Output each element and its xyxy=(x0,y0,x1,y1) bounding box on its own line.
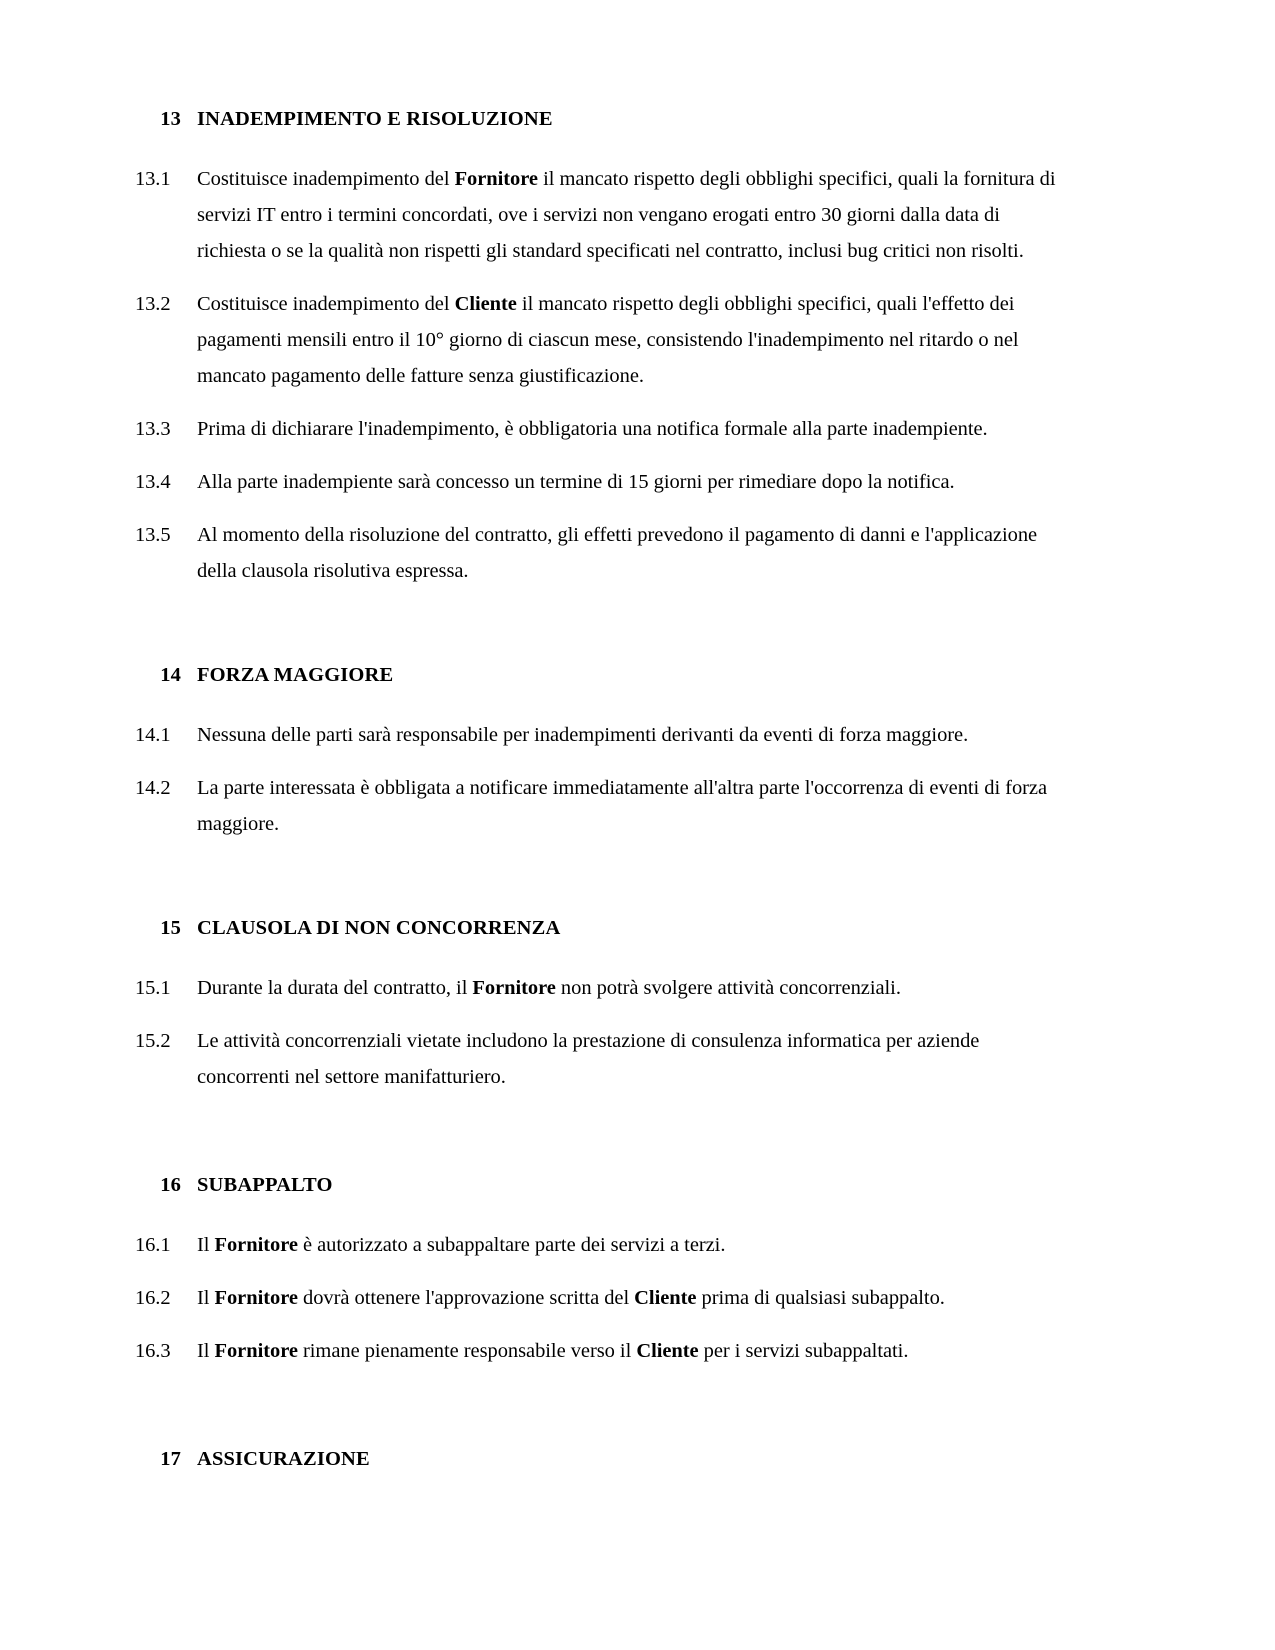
clause-text xyxy=(197,464,1060,500)
clause-text xyxy=(197,970,1060,1006)
section-title: CLAUSOLA DI NON CONCORRENZA xyxy=(197,917,561,939)
clause-13.3 xyxy=(135,411,1060,447)
section-spacer xyxy=(135,859,1060,913)
defined-term: Cliente xyxy=(454,293,517,315)
clause-text-run: Al momento della risoluzione del contratto, gli effetti prevedono il pagamento di danni e l'applicazione della clausola risolutiva espressa. xyxy=(197,524,1038,582)
clause-text-run: La parte interessata è obbligata a notificare immediatamente all'altra parte l'occorrenza di eventi di forza maggiore. xyxy=(197,777,1048,835)
clause-13.5 xyxy=(135,517,1060,589)
clause-text-run: il mancato rispetto degli obblighi specifici, quali la fornitura di servizi IT entro i termini concordati, ove i servizi non vengano erogati entro 30 giorni dalla data di richiesta o se la qualità non rispetti gli standard specificati nel contratto, inclusi bug critici non risolti. xyxy=(197,168,1056,262)
defined-term: Fornitore xyxy=(214,1287,298,1309)
section-heading-13 xyxy=(135,104,1060,135)
clause-number: 16.1 xyxy=(135,1234,171,1256)
clause-number: 15.1 xyxy=(135,977,171,999)
section-number: 16 xyxy=(160,1174,181,1196)
clause-number: 16.3 xyxy=(135,1340,171,1362)
section-title: SUBAPPALTO xyxy=(197,1174,333,1196)
defined-term: Fornitore xyxy=(472,977,556,999)
section-spacer xyxy=(135,1386,1060,1444)
clause-text-run: rimane pienamente responsabile verso il xyxy=(297,1340,637,1362)
clause-16.3 xyxy=(135,1333,1060,1369)
clause-text-run: prima di qualsiasi subappalto. xyxy=(696,1287,945,1309)
clause-16.2 xyxy=(135,1280,1060,1316)
clause-text-run: è autorizzato a subappaltare parte dei servizi a terzi. xyxy=(297,1234,726,1256)
clause-text-run: Il xyxy=(197,1234,215,1256)
clause-text-run: non potrà svolgere attività concorrenziali. xyxy=(555,977,901,999)
clause-text-run: Il xyxy=(197,1340,215,1362)
clause-text xyxy=(197,1333,1060,1369)
clause-text-run: dovrà ottenere l'approvazione scritta del xyxy=(297,1287,635,1309)
clause-number: 13.3 xyxy=(135,418,171,440)
clause-text-run: Costituisce inadempimento del xyxy=(197,293,455,315)
section-heading-15 xyxy=(135,913,1060,944)
clause-text xyxy=(197,1280,1060,1316)
clause-number: 15.2 xyxy=(135,1030,171,1052)
defined-term: Cliente xyxy=(636,1340,699,1362)
section-heading-17 xyxy=(135,1444,1060,1475)
document-content xyxy=(135,104,1060,1475)
section-spacer xyxy=(135,1112,1060,1170)
section-heading-16 xyxy=(135,1170,1060,1201)
clause-text-run: Alla parte inadempiente sarà concesso un termine di 15 giorni per rimediare dopo la notifica. xyxy=(197,471,955,493)
clause-16.1 xyxy=(135,1227,1060,1263)
clause-number: 14.2 xyxy=(135,777,171,799)
clause-text xyxy=(197,1023,1060,1095)
defined-term: Cliente xyxy=(634,1287,697,1309)
clause-text xyxy=(197,161,1060,269)
clause-text-run: Costituisce inadempimento del xyxy=(197,168,455,190)
clause-text-run: Le attività concorrenziali vietate includono la prestazione di consulenza informatica per aziende concorrenti nel settore manifatturiero. xyxy=(197,1030,980,1088)
defined-term: Fornitore xyxy=(214,1340,298,1362)
defined-term: Fornitore xyxy=(454,168,538,190)
clause-number: 13.2 xyxy=(135,293,171,315)
clause-text-run: per i servizi subappaltati. xyxy=(698,1340,909,1362)
clause-13.4 xyxy=(135,464,1060,500)
clause-number: 14.1 xyxy=(135,724,171,746)
section-number: 15 xyxy=(160,917,181,939)
clause-13.2 xyxy=(135,286,1060,394)
clause-text-run: Prima di dichiarare l'inadempimento, è obbligatoria una notifica formale alla parte inadempiente. xyxy=(197,418,988,440)
clause-text xyxy=(197,286,1060,394)
section-number: 14 xyxy=(160,664,181,686)
clause-number: 13.5 xyxy=(135,524,171,546)
clause-number: 13.4 xyxy=(135,471,171,493)
clause-text xyxy=(197,1227,1060,1263)
clause-text xyxy=(197,717,1060,753)
clause-number: 16.2 xyxy=(135,1287,171,1309)
clause-text-run: il mancato rispetto degli obblighi specifici, quali l'effetto dei pagamenti mensili entro il 10° giorno di ciascun mese, consistendo l'inadempimento nel ritardo o nel mancato pagamento delle fatture senza giustificazione. xyxy=(197,293,1019,387)
clause-14.1 xyxy=(135,717,1060,753)
clause-13.1 xyxy=(135,161,1060,269)
defined-term: Fornitore xyxy=(214,1234,298,1256)
section-number: 13 xyxy=(160,108,181,130)
section-title: ASSICURAZIONE xyxy=(197,1448,370,1470)
clause-15.1 xyxy=(135,970,1060,1006)
clause-text xyxy=(197,770,1060,842)
section-title: INADEMPIMENTO E RISOLUZIONE xyxy=(197,108,553,130)
clause-text xyxy=(197,517,1060,589)
clause-number: 13.1 xyxy=(135,168,171,190)
clause-text xyxy=(197,411,1060,447)
clause-15.2 xyxy=(135,1023,1060,1095)
clause-14.2 xyxy=(135,770,1060,842)
section-spacer xyxy=(135,606,1060,660)
clause-text-run: Il xyxy=(197,1287,215,1309)
section-title: FORZA MAGGIORE xyxy=(197,664,394,686)
section-heading-14 xyxy=(135,660,1060,691)
clause-text-run: Durante la durata del contratto, il xyxy=(197,977,473,999)
section-number: 17 xyxy=(160,1448,181,1470)
clause-text-run: Nessuna delle parti sarà responsabile per inadempimenti derivanti da eventi di forza maggiore. xyxy=(197,724,969,746)
